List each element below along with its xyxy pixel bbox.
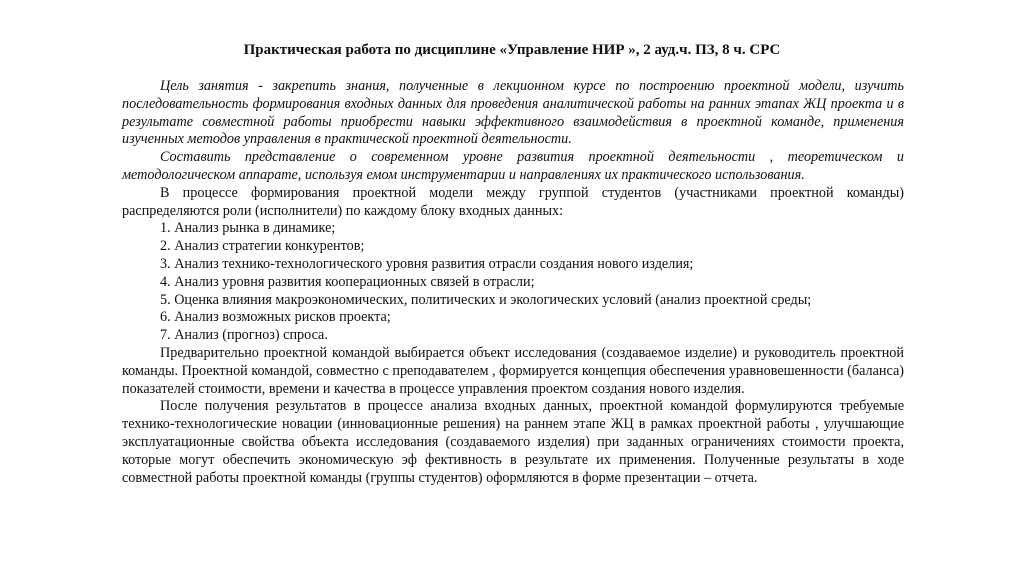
list-item: 4. Анализ уровня развития кооперационных связей в отрасли;	[160, 273, 535, 290]
roles-intro-paragraph: В процессе формирования проектной модели между группой студентов (участниками проектной команды) распределяются роли (исполнители) по каждому блоку входных данных:	[122, 184, 904, 219]
goal-paragraph: Цель занятия - закрепить знания, полученные в лекционном курсе по построению проектной модели, изучить последовательность формирования входных данных для проведения аналитической работы на ранних этапах ЖЦ проекта и в результате совместной работы приобрести навыки эффективного взаимодействия в проектной команде, применения изученных методов управления в практической проектной деятельности.	[122, 78, 904, 148]
task-paragraph: Составить представление о современном уровне развития проектной деятельности , теоретическом и методологическом аппарате, используя емом инструментарии и направлениях их практического использования.	[122, 149, 904, 183]
list-item: 1. Анализ рынка в динамике;	[160, 220, 336, 237]
list-item: 6. Анализ возможных рисков проекта;	[160, 309, 391, 326]
list-item: 7. Анализ (прогноз) спроса.	[160, 327, 328, 344]
document-body	[122, 78, 904, 487]
input-data-list	[122, 220, 904, 345]
selection-paragraph: Предварительно проектной командой выбирается объект исследования (создаваемое изделие) и руководитель проектной команды. Проектной командой, совместно с преподавателем , формируется концепция обеспечения уравновешенности (баланса) показателей стоимости, времени и качества в процессе управления проектом создания нового изделия.	[122, 344, 904, 397]
list-item: 2. Анализ стратегии конкурентов;	[160, 238, 365, 255]
list-item: 5. Оценка влияния макроэкономических, политических и экологических условий (анализ проектной среды;	[160, 291, 812, 308]
results-paragraph: После получения результатов в процессе анализа входных данных, проектной командой формулируются требуемые технико-технологические новации (инновационные решения) на раннем этапе ЖЦ в рамках проектной работы , улучшающие эксплуатационные свойства объекта исследования (создаваемого изделия) при заданных ограничениях стоимости проекта, которые могут обеспечить экономическую эф фективность в результате их применения. Полученные результаты в ходе совместной работы проектной команды (группы студентов) оформляются в форме презентации – отчета.	[122, 398, 904, 486]
document-title: Практическая работа по дисциплине «Управление НИР », 2 ауд.ч. ПЗ, 8 ч. СРС	[243, 42, 781, 58]
list-item: 3. Анализ технико-технологического уровня развития отрасли создания нового изделия;	[160, 255, 694, 272]
